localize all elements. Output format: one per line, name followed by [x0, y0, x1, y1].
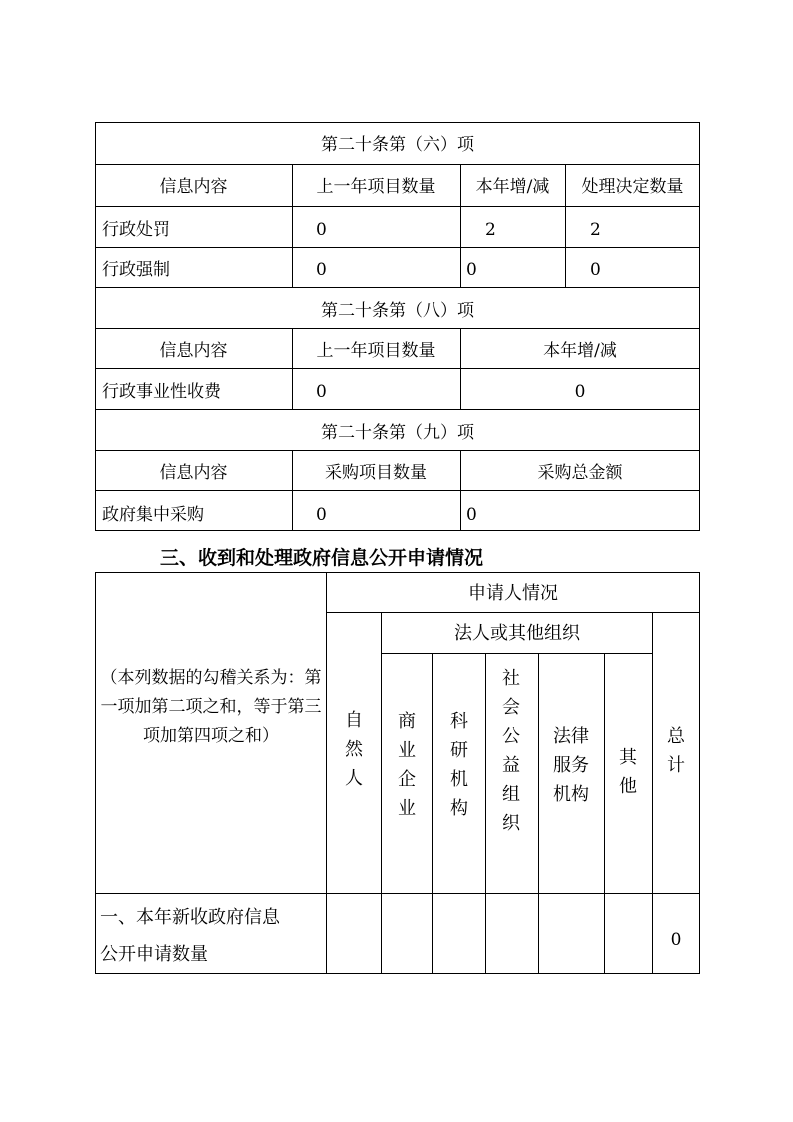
column-header: 上一年项目数量: [316, 177, 436, 197]
column-header-research: 科研机构: [450, 711, 468, 819]
table-line: [381, 653, 653, 654]
section-heading: 三、收到和处理政府信息公开申请情况: [160, 547, 484, 569]
table-line: [381, 612, 382, 974]
table-line: [699, 572, 700, 974]
column-header-commercial: 商业企业: [398, 711, 416, 819]
table-line: [95, 893, 700, 894]
table-line: [95, 328, 700, 329]
table-line: [95, 572, 96, 974]
table-line: [604, 653, 605, 974]
section-title: 第二十条第（八）项: [321, 301, 474, 321]
cell-value-total: 0: [670, 930, 682, 950]
column-header-other: 其他: [619, 747, 637, 797]
table-line: [95, 490, 700, 491]
row-label: 行政强制: [102, 260, 170, 280]
column-header: 采购总金额: [537, 463, 623, 483]
column-header: 本年增/减: [475, 177, 550, 197]
column-header: 信息内容: [159, 463, 228, 483]
row-label: 一、本年新收政府信息: [100, 907, 280, 928]
column-header: 信息内容: [159, 341, 228, 361]
table-line: [95, 287, 700, 288]
column-header: 处理决定数量: [581, 177, 684, 197]
table-line: [95, 206, 700, 207]
row-label: 行政事业性收费: [102, 382, 221, 402]
table-line: [95, 368, 700, 369]
table-line: [326, 612, 700, 613]
column-header-natural-person: 自然人: [345, 710, 363, 789]
table-line: [95, 572, 700, 573]
table-line: [95, 122, 700, 123]
column-header: 本年增/减: [543, 341, 617, 361]
note-text: （本列数据的勾稽关系为：第一项加第二项之和，等于第三项加第四项之和）: [100, 668, 322, 746]
table-line: [95, 973, 700, 974]
table-line: [652, 612, 653, 974]
row-label: 公开申请数量: [100, 944, 208, 965]
table-line: [95, 409, 700, 410]
column-header-total: 总计: [667, 726, 685, 776]
column-header: 信息内容: [159, 177, 228, 197]
cell-value: 0: [466, 505, 477, 525]
table-line: [95, 247, 700, 248]
table-line: [95, 164, 700, 165]
section-title: 第二十条第（六）项: [321, 135, 474, 155]
column-header: 采购项目数量: [325, 463, 427, 483]
table-line: [95, 530, 700, 531]
cell-value: 2: [590, 220, 601, 240]
cell-value: 0: [316, 382, 327, 402]
cell-value: 2: [485, 220, 496, 240]
table-line: [326, 572, 327, 974]
table-line: [95, 450, 700, 451]
row-label: 政府集中采购: [102, 505, 204, 525]
cell-value: 0: [574, 382, 586, 402]
column-header: 上一年项目数量: [316, 341, 436, 361]
cell-value: 0: [316, 220, 327, 240]
applicant-header: 申请人情况: [468, 583, 558, 604]
table-line: [432, 653, 433, 974]
table-line: [538, 653, 539, 974]
column-header-public-welfare: 社会公益组织: [502, 668, 520, 834]
cell-value: 0: [466, 260, 477, 280]
cell-value: 0: [590, 260, 601, 280]
section-title: 第二十条第（九）项: [321, 423, 474, 443]
cell-value: 0: [316, 260, 327, 280]
row-label: 行政处罚: [102, 220, 170, 240]
legal-entity-header: 法人或其他组织: [454, 623, 580, 644]
column-header-legal-service: 法律服务机构: [553, 726, 589, 805]
cell-value: 0: [316, 505, 327, 525]
table-line: [485, 653, 486, 974]
